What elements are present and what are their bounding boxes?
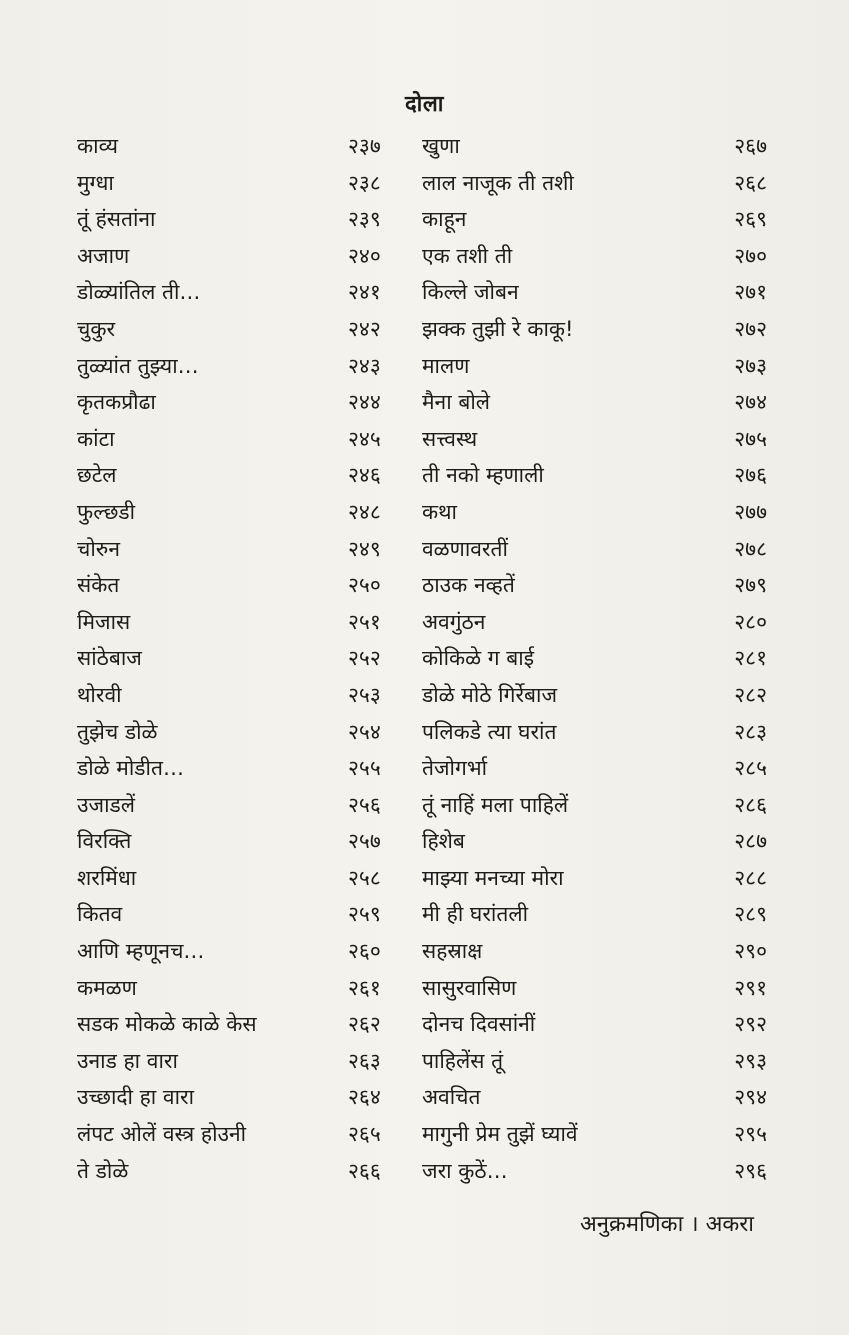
- table-of-contents: [0, 128, 849, 1189]
- right-entry-title: मैना बोले: [422, 390, 490, 415]
- left-entry-title: कृतकप्रौढा: [77, 390, 156, 415]
- right-entry-title: डोळे मोठे गिर्रेबाज: [422, 682, 558, 707]
- left-entry-page: २५९: [348, 902, 381, 927]
- left-entry-page: २४४: [348, 390, 381, 415]
- toc-row: [0, 384, 849, 421]
- left-entry-title: ते डोळे: [77, 1158, 129, 1183]
- right-entry-title: काहून: [422, 207, 467, 232]
- right-entry-title: वळणावरतीं: [422, 536, 508, 561]
- right-entry-page: २८३: [734, 719, 767, 744]
- left-entry-title: थोरवी: [77, 682, 122, 707]
- left-entry-title: विरक्ति: [77, 829, 132, 854]
- right-entry-page: २९४: [734, 1085, 767, 1110]
- left-entry-page: २४६: [348, 463, 381, 488]
- right-entry-page: २८६: [734, 792, 767, 817]
- toc-row: [0, 531, 849, 568]
- left-entry-page: २५२: [348, 646, 381, 671]
- toc-row: [0, 201, 849, 238]
- toc-row: [0, 896, 849, 933]
- right-entry-page: २८८: [734, 865, 767, 890]
- left-entry-page: २६१: [348, 975, 381, 1000]
- right-entry-title: दोनच दिवसांनीं: [422, 1012, 536, 1037]
- right-entry-title: खुणा: [422, 134, 460, 158]
- right-entry-title: हिशेब: [422, 829, 465, 854]
- right-entry-title: एक तशी ती: [422, 243, 513, 268]
- right-entry-page: २७६: [734, 463, 767, 488]
- toc-row: [0, 348, 849, 385]
- right-entry-page: २६९: [734, 207, 767, 232]
- left-entry-title: शरमिंधा: [77, 865, 137, 890]
- left-entry-title: डोळे मोडीत…: [77, 756, 184, 781]
- right-entry-page: २७१: [734, 280, 767, 305]
- left-entry-page: २५१: [348, 609, 381, 634]
- left-entry-page: २४८: [348, 499, 381, 524]
- right-entry-page: २७३: [734, 353, 767, 378]
- left-entry-page: २३८: [348, 170, 381, 195]
- left-entry-title: उच्छादी हा वारा: [77, 1085, 195, 1110]
- toc-row: [0, 1153, 849, 1190]
- left-entry-page: २६४: [348, 1085, 381, 1110]
- right-entry-page: २८७: [734, 829, 767, 854]
- left-entry-title: काव्य: [77, 134, 118, 158]
- right-entry-title: मी ही घरांतली: [422, 902, 529, 927]
- toc-row: [0, 421, 849, 458]
- right-entry-title: अवचित: [422, 1085, 481, 1110]
- toc-row: [0, 494, 849, 531]
- left-entry-page: २४९: [348, 536, 381, 561]
- right-entry-page: २९६: [734, 1158, 767, 1183]
- right-entry-page: २७८: [734, 536, 767, 561]
- right-entry-page: २६८: [734, 170, 767, 195]
- left-entry-title: तूं हंसतांना: [77, 207, 156, 232]
- left-entry-page: २६३: [348, 1048, 381, 1073]
- toc-row: [0, 787, 849, 824]
- right-entry-title: सहस्राक्ष: [422, 939, 483, 964]
- left-entry-page: २५३: [348, 682, 381, 707]
- right-entry-page: २८०: [734, 609, 767, 634]
- right-entry-page: २७७: [734, 499, 767, 524]
- toc-row: [0, 1116, 849, 1153]
- right-entry-page: २९५: [734, 1122, 767, 1147]
- toc-row: [0, 1043, 849, 1080]
- right-entry-title: अवगुंठन: [422, 609, 486, 634]
- left-entry-page: २४३: [348, 353, 381, 378]
- right-entry-page: २७२: [734, 316, 767, 341]
- toc-row: [0, 970, 849, 1007]
- left-entry-title: लंपट ओलें वस्त्र होउनी: [77, 1122, 247, 1147]
- right-entry-title: सासुरवासिण: [422, 975, 517, 1000]
- left-entry-page: २४०: [348, 243, 381, 268]
- left-entry-title: अजाण: [77, 243, 130, 268]
- toc-row: [0, 933, 849, 970]
- left-entry-page: २५०: [348, 573, 381, 598]
- toc-row: [0, 1079, 849, 1116]
- right-entry-page: २९१: [734, 975, 767, 1000]
- right-entry-title: मागुनी प्रेम तुझें घ्यावें: [422, 1122, 578, 1147]
- right-entry-title: पलिकडे त्या घरांत: [422, 719, 557, 744]
- left-entry-page: २६६: [348, 1158, 381, 1183]
- right-entry-page: २८२: [734, 682, 767, 707]
- right-entry-page: २६७: [734, 134, 767, 158]
- left-entry-page: २६५: [348, 1122, 381, 1147]
- right-entry-title: जरा कुठें…: [422, 1158, 508, 1183]
- left-entry-page: २५५: [348, 756, 381, 781]
- right-entry-page: २९०: [734, 939, 767, 964]
- toc-row: [0, 311, 849, 348]
- toc-row: [0, 750, 849, 787]
- right-entry-title: तूं नाहिं मला पाहिलें: [422, 792, 569, 817]
- left-entry-title: कितव: [77, 902, 123, 927]
- left-entry-title: सांठेबाज: [77, 646, 142, 671]
- right-entry-page: २८५: [734, 756, 767, 781]
- left-entry-page: २४२: [348, 316, 381, 341]
- left-entry-page: २३७: [348, 134, 381, 158]
- left-entry-title: कांटा: [77, 426, 115, 451]
- right-entry-page: २७०: [734, 243, 767, 268]
- right-entry-page: २७४: [734, 390, 767, 415]
- toc-row: [0, 238, 849, 275]
- left-entry-page: २४५: [348, 426, 381, 451]
- left-entry-title: चोरुन: [77, 536, 120, 561]
- left-entry-title: फुल्छडी: [77, 499, 136, 524]
- left-entry-title: संकेत: [77, 573, 120, 598]
- right-entry-title: लाल नाजूक ती तशी: [422, 170, 574, 195]
- toc-row: [0, 567, 849, 604]
- right-entry-title: ती नको म्हणाली: [422, 463, 544, 488]
- right-entry-title: कथा: [422, 499, 457, 524]
- left-entry-title: उनाड हा वारा: [77, 1048, 178, 1073]
- right-entry-page: २८९: [734, 902, 767, 927]
- left-entry-page: २६२: [348, 1012, 381, 1037]
- toc-row: [0, 640, 849, 677]
- left-entry-title: उजाडलें: [77, 792, 136, 817]
- left-entry-title: मिजास: [77, 609, 131, 634]
- toc-row: [0, 677, 849, 714]
- toc-row: [0, 714, 849, 751]
- right-entry-title: पाहिलेंस तूं: [422, 1048, 504, 1073]
- left-entry-page: २३९: [348, 207, 381, 232]
- right-entry-title: किल्ले जोबन: [422, 280, 519, 305]
- left-entry-title: आणि म्हणूनच…: [77, 939, 205, 964]
- left-entry-page: २४१: [348, 280, 381, 305]
- right-entry-title: मालण: [422, 353, 470, 378]
- left-entry-title: मुग्धा: [77, 170, 114, 195]
- toc-row: [0, 604, 849, 641]
- right-entry-title: झक्क तुझी रे काकू!: [422, 316, 574, 341]
- toc-row: [0, 457, 849, 494]
- right-entry-title: माझ्या मनच्या मोरा: [422, 865, 564, 890]
- toc-row: [0, 860, 849, 897]
- left-entry-page: २६०: [348, 939, 381, 964]
- left-entry-page: २५४: [348, 719, 381, 744]
- toc-row: [0, 165, 849, 202]
- toc-row: [0, 274, 849, 311]
- right-entry-page: २९३: [734, 1048, 767, 1073]
- left-entry-title: तुळ्यांत तुझ्या…: [77, 353, 199, 378]
- left-entry-title: कमळण: [77, 975, 137, 1000]
- right-entry-title: सत्त्वस्थ: [422, 426, 478, 451]
- left-entry-title: चुकुर: [77, 316, 116, 341]
- right-entry-page: २८१: [734, 646, 767, 671]
- toc-row: [0, 1006, 849, 1043]
- left-entry-title: तुझेच डोळे: [77, 719, 158, 744]
- section-heading: दोला: [405, 92, 444, 117]
- page-footer: अनुक्रमणिका । अकरा: [580, 1212, 754, 1237]
- left-entry-page: २५६: [348, 792, 381, 817]
- left-entry-title: छटेल: [77, 463, 117, 488]
- right-entry-title: ठाउक नव्हतें: [422, 573, 515, 598]
- toc-row: [0, 128, 849, 165]
- right-entry-page: २९२: [734, 1012, 767, 1037]
- left-entry-page: २५७: [348, 829, 381, 854]
- toc-row: [0, 823, 849, 860]
- right-entry-title: तेजोगर्भा: [422, 756, 488, 781]
- right-entry-title: कोकिळे ग बाई: [422, 646, 535, 671]
- left-entry-page: २५८: [348, 865, 381, 890]
- left-entry-title: डोळ्यांतिल ती…: [77, 280, 201, 305]
- right-entry-page: २७९: [734, 573, 767, 598]
- right-entry-page: २७५: [734, 426, 767, 451]
- left-entry-title: सडक मोकळे काळे केस: [77, 1012, 257, 1037]
